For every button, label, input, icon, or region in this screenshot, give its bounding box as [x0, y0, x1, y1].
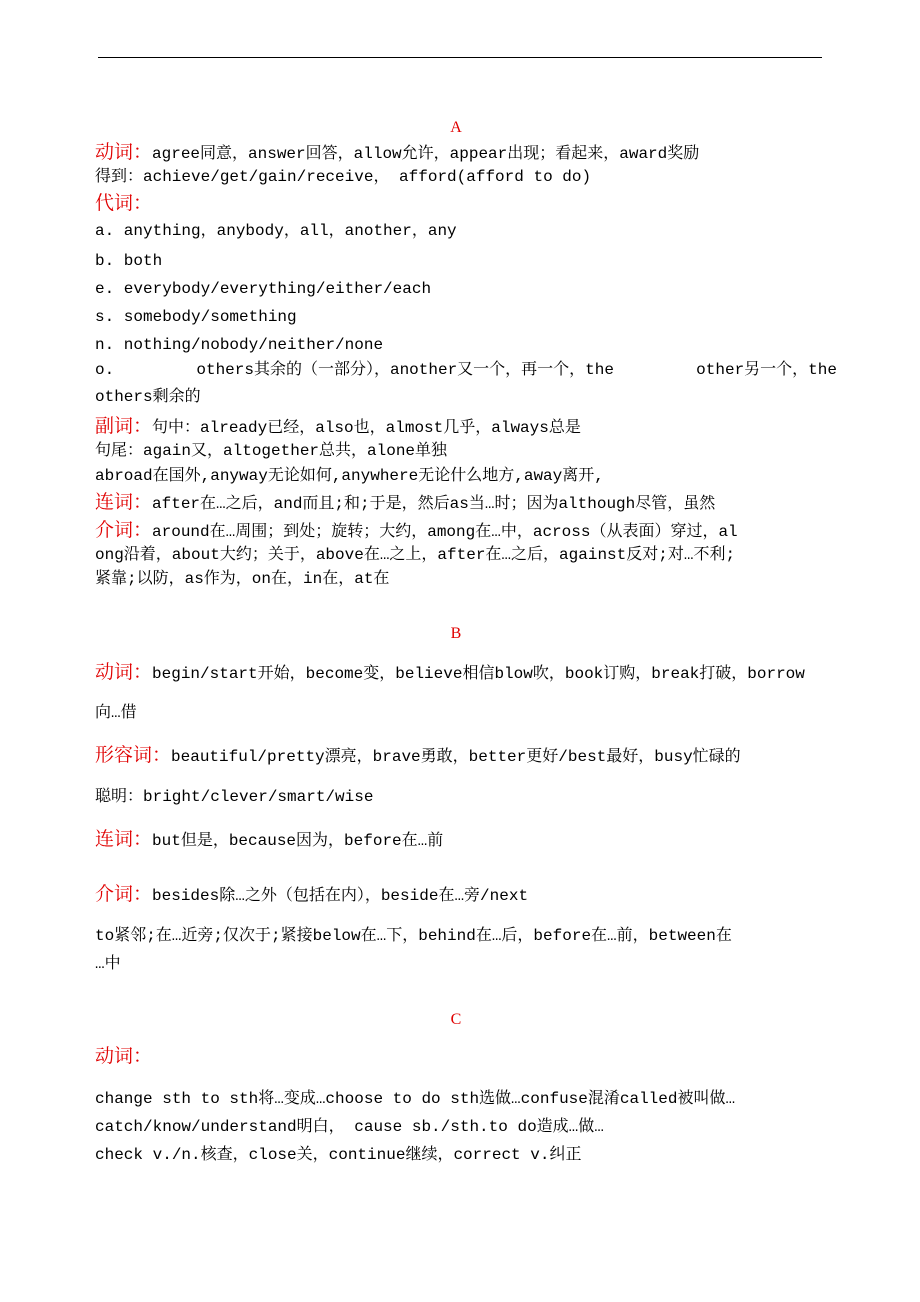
heading-conjunctions: 连词：	[95, 491, 153, 513]
line-a-others: others剩余的	[95, 388, 201, 406]
line-text: around在…周围；到处；旋转；大约，among在…中，across（从表面）穿过，al	[152, 523, 738, 541]
line-a-verbs	[95, 142, 699, 164]
line-text: agree同意，answer回答，allow允许，appear出现；看起来，award奖励	[152, 145, 700, 163]
line-text: after在…之后，and而且;和;于是，然后as当…时；因为although尽管，虽然	[152, 495, 716, 513]
line-a-o	[95, 360, 837, 380]
section-letter-a: A	[450, 119, 462, 136]
heading-verbs: 动词：	[95, 1045, 153, 1067]
heading-conjunctions: 连词：	[95, 828, 153, 850]
line-b-next: to紧邻;在…近旁;仅次于;紧接below在…下，behind在…后，before在…前，between在	[95, 927, 732, 945]
line-part: other另一个，the	[696, 361, 837, 379]
line-b-conj	[95, 829, 443, 851]
line-text: beautiful/pretty漂亮，brave勇敢，better更好/best最好，busy忙碌的	[171, 748, 741, 766]
line-a-prep	[95, 520, 738, 542]
line-text: but但是，because因为，before在…前	[152, 832, 444, 850]
heading-verbs: 动词：	[95, 661, 153, 683]
heading-prepositions: 介词：	[95, 883, 153, 905]
heading-adverbs: 副词：	[95, 415, 153, 437]
heading-prepositions: 介词：	[95, 519, 153, 541]
header-rule	[98, 57, 822, 58]
line-a-e: e. everybody/everything/either/each	[95, 280, 432, 298]
line-b-verbs	[95, 662, 805, 684]
section-letter-c: C	[450, 1011, 462, 1028]
line-b-adj	[95, 745, 741, 767]
line-text: besides除…之外（包括在内），beside在…旁/next	[152, 887, 529, 905]
line-a-b: b. both	[95, 252, 163, 270]
line-b-between: …中	[95, 955, 121, 973]
line-a-abroad: abroad在国外,anyway无论如何,anywhere无论什么地方,away离开,	[95, 467, 604, 485]
line-part: o.	[95, 361, 115, 379]
section-letter-b: B	[450, 625, 462, 642]
line-c-catch: catch/know/understand明白， cause sb./sth.to do造成…做…	[95, 1118, 604, 1136]
line-c-verbs	[95, 1046, 152, 1068]
line-b-clever: 聪明：bright/clever/smart/wise	[95, 788, 374, 806]
line-a-end: 句尾：again又，altogether总共，alone单独	[95, 442, 448, 460]
line-a-along: ong沿着，about大约；关于，above在…之上，after在…之后，against反对;对…不利;	[95, 546, 736, 564]
heading-verbs: 动词：	[95, 141, 153, 163]
line-text: begin/start开始，become变，believe相信blow吹，book订购，break打破，borrow	[152, 665, 805, 683]
line-b-prep	[95, 884, 528, 906]
line-a-adverbs	[95, 416, 581, 438]
heading-pronouns: 代词：	[95, 192, 153, 214]
line-c-change: change sth to sth将…变成…choose to do sth选做…confuse混淆called被叫做…	[95, 1090, 736, 1108]
line-a-a: a. anything，anybody，all，another，any	[95, 222, 457, 240]
line-a-get: 得到：achieve/get/gain/receive， afford(afford to do)	[95, 168, 592, 186]
line-a-n: n. nothing/nobody/neither/none	[95, 336, 384, 354]
line-a-s: s. somebody/something	[95, 308, 297, 326]
line-c-check: check v./n.核查，close关，continue继续，correct v.纠正	[95, 1146, 582, 1164]
line-b-borrow: 向…借	[95, 704, 137, 722]
line-a-conj	[95, 492, 715, 514]
line-a-pronouns	[95, 193, 152, 215]
line-a-close: 紧靠;以防，as作为，on在，in在，at在	[95, 570, 390, 588]
line-part: others其余的（一部分），another又一个，再一个，the	[196, 361, 614, 379]
heading-adjectives: 形容词：	[95, 744, 172, 766]
line-text: 句中：already已经，also也，almost几乎，always总是	[152, 419, 581, 437]
